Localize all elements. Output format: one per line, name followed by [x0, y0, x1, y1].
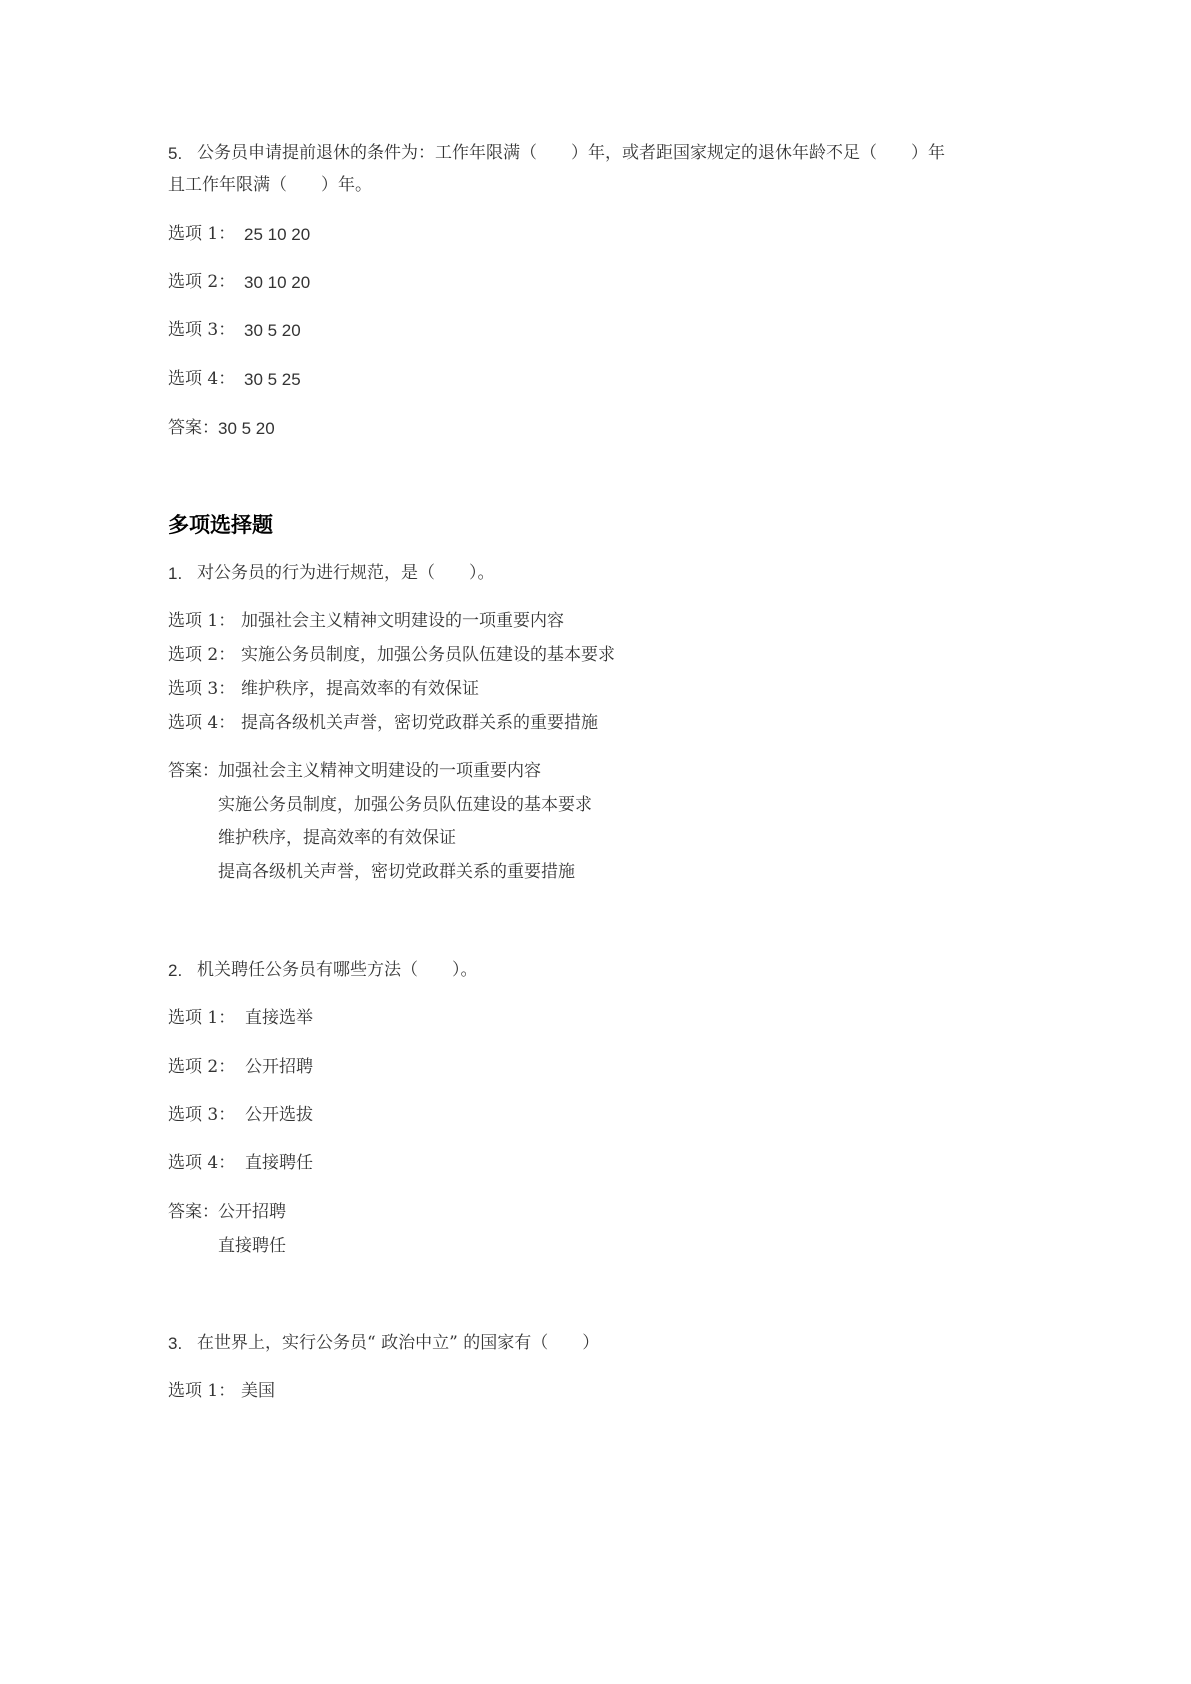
mc-question-3-number: 3. [168, 1334, 183, 1353]
m1-answer-3: 维护秩序，提高效率的有效保证 [218, 828, 456, 848]
q5-option-1-value: 25 10 20 [244, 225, 311, 244]
m1-answer-4: 提高各级机关声誉，密切党政群关系的重要措施 [218, 862, 575, 882]
mc-question-3-text: 在世界上，实行公务员“ 政治中立” 的国家有（ ） [197, 1333, 600, 1353]
m2-option-4-label: 选项 4： [168, 1153, 236, 1173]
question-5-number: 5. [168, 144, 183, 163]
m1-answer-label: 答案： [168, 761, 219, 781]
q5-option-1-label: 选项 1： [168, 224, 236, 244]
m2-option-2-label: 选项 2： [168, 1057, 236, 1077]
section-heading-multiple-choice: 多项选择题 [168, 512, 273, 537]
q5-answer-label: 答案： [168, 418, 219, 438]
m3-option-1-value: 美国 [241, 1381, 275, 1401]
m1-option-4-value: 提高各级机关声誉，密切党政群关系的重要措施 [241, 713, 598, 733]
m1-answer-2: 实施公务员制度，加强公务员队伍建设的基本要求 [218, 795, 592, 815]
m1-option-2-value: 实施公务员制度，加强公务员队伍建设的基本要求 [241, 645, 615, 665]
q5-answer-value: 30 5 20 [218, 419, 275, 438]
m1-option-1-value: 加强社会主义精神文明建设的一项重要内容 [241, 611, 564, 631]
m1-option-3-label: 选项 3： [168, 679, 236, 699]
m1-option-1-label: 选项 1： [168, 611, 236, 631]
mc-question-1-number: 1. [168, 564, 183, 583]
m1-option-2-label: 选项 2： [168, 645, 236, 665]
m2-option-3-value: 公开选拔 [245, 1105, 313, 1125]
m2-answer-2: 直接聘任 [218, 1236, 286, 1256]
m3-option-1-label: 选项 1： [168, 1381, 236, 1401]
m2-option-1-value: 直接选举 [245, 1008, 313, 1028]
q5-option-3-value: 30 5 20 [244, 321, 301, 340]
m2-answer-1: 公开招聘 [218, 1202, 286, 1222]
mc-question-1-text: 对公务员的行为进行规范，是（ ）。 [197, 563, 495, 583]
q5-option-4-label: 选项 4： [168, 369, 236, 389]
q5-option-3-label: 选项 3： [168, 320, 236, 340]
m2-option-3-label: 选项 3： [168, 1105, 236, 1125]
question-5-text-line1: 公务员申请提前退休的条件为：工作年限满（ ）年，或者距国家规定的退休年龄不足（ ）年 [197, 143, 945, 163]
mc-question-2-text: 机关聘任公务员有哪些方法（ ）。 [197, 960, 478, 980]
q5-option-4-value: 30 5 25 [244, 370, 301, 389]
m1-answer-1: 加强社会主义精神文明建设的一项重要内容 [218, 761, 541, 781]
m1-option-3-value: 维护秩序，提高效率的有效保证 [241, 679, 479, 699]
m2-option-4-value: 直接聘任 [245, 1153, 313, 1173]
m1-option-4-label: 选项 4： [168, 713, 236, 733]
q5-option-2-label: 选项 2： [168, 272, 236, 292]
question-5-text-line2: 且工作年限满（ ）年。 [168, 175, 372, 195]
q5-option-2-value: 30 10 20 [244, 273, 311, 292]
m2-answer-label: 答案： [168, 1202, 219, 1222]
mc-question-2-number: 2. [168, 961, 183, 980]
m2-option-2-value: 公开招聘 [245, 1057, 313, 1077]
m2-option-1-label: 选项 1： [168, 1008, 236, 1028]
